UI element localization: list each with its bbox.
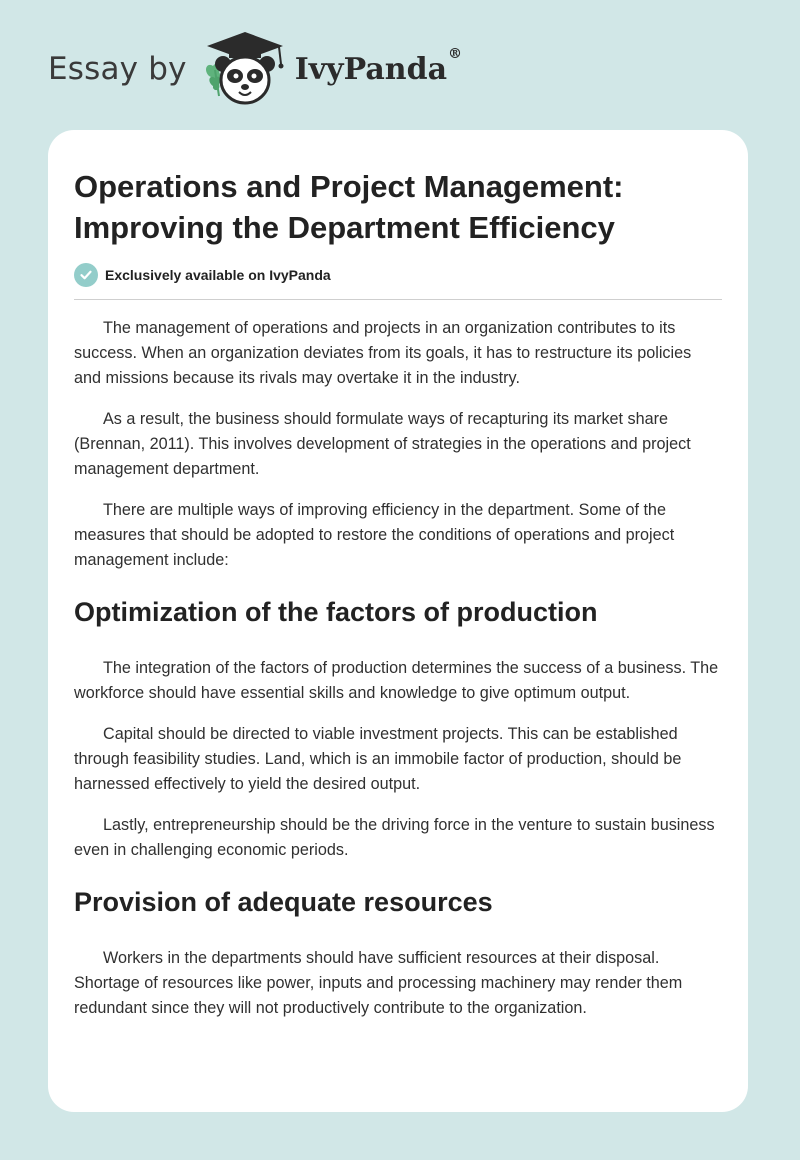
brand-name: [294, 45, 463, 87]
paragraph: Lastly, entrepreneurship should be the driving force in the venture to sustain business even in challenging economic periods.: [74, 816, 715, 859]
brand-header: [48, 30, 462, 108]
paragraph: The management of operations and projects in an organization contributes to its success. When an organization deviates from its goals, it has to restructure its policies and missions because its rivals may overtake it in the industry.: [74, 319, 692, 387]
paragraph: Workers in the departments should have sufficient resources at their disposal. Shortage of resources like power, inputs and processing machinery may render them redundant since they will not productively contribute to the organization.: [74, 949, 683, 1017]
paragraph: The integration of the factors of production determines the success of a business. The workforce should have essential skills and knowledge to give optimum output.: [74, 659, 719, 702]
exclusive-badge: [74, 263, 722, 300]
paragraph: There are multiple ways of improving efficiency in the department. Some of the measures that should be adopted to restore the conditions of operations and project management include:: [74, 501, 675, 569]
paragraph: As a result, the business should formulate ways of recapturing its market share (Brennan, 2011). This involves development of strategies in the operations and project management department.: [74, 410, 691, 478]
brand-prefix: Essay by: [48, 51, 187, 87]
badge-label: Exclusively available on IvyPanda: [105, 267, 331, 283]
section-heading: Optimization of the factors of production: [74, 597, 598, 627]
checkmark-icon: [74, 263, 98, 287]
essay-card: [48, 130, 748, 1112]
essay-title: Operations and Project Management: Improving the Department Efficiency: [74, 169, 624, 245]
section-heading: Provision of adequate resources: [74, 887, 493, 917]
registered-mark: ®: [448, 45, 463, 62]
panda-graduate-icon: [201, 30, 289, 108]
brand-name-text: IvyPanda: [294, 51, 448, 87]
paragraph: Capital should be directed to viable investment projects. This can be established through feasibility studies. Land, which is an immobile factor of production, should be harnessed effectively to yield the desired output.: [74, 725, 682, 793]
